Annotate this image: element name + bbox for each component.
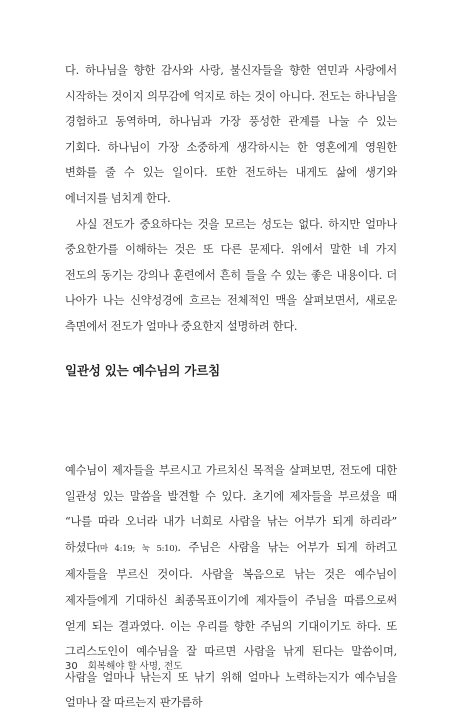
running-title: 회복해야 할 사명, 전도 [87,661,183,672]
paragraph-text: 예수님이 제자들을 부르시고 가르치신 목적을 살펴보면, 전도에 대한 일관성 있는 말씀을 발견할 수 있다. 초기에 제자들을 부르셨을 때 “나를 따라 오너라 내가 너희로 사람을 낚는 어부가 되게 하리라” 하셨다 [65,464,397,554]
section-heading: 일관성 있는 예수님의 가르침 [65,363,220,378]
paragraph: 다. 하나님을 향한 감사와 사랑, 불신자들을 향한 연민과 사랑에서 시작하는 것이지 의무감에 억지로 하는 것이 아니다. 전도는 하나님을 경험하고 동역하며, 하나님과 가장 풍성한 관계를 나눌 수 있는 기회다. 하나님이 가장 소중하게 생각하시는 한 영혼에게 영원한 변화를 줄 수 있는 일이다. 또한 전도하는 내게도 삶에 생기와 에너지를 넘치게 한다. [65,64,397,205]
paragraph [65,458,397,716]
page-number: 30 [65,661,78,672]
paragraph-text: . 주님은 사람을 낚는 어부가 되게 하려고 제자들을 부르신 것이다. 사람을 복음으로 낚는 것은 예수님이 제자들에게 기대하신 최종목표이기에 제자들이 주님을 따름으로써 얻게 되는 결과였다. 이는 우리를 향한 주님의 기대이기도 하다. 또 그리스도인이 예수님을 잘 따르면 사람을 낚게 된다는 말씀이며, 사람을 얼마나 낚는지 또 낚기 위해 얼마나 노력하는지가 예수님을 얼마나 잘 따르는지 판가름하 [65,540,397,710]
body-text-top [65,58,397,340]
page-footer [65,658,182,672]
scripture-reference: (마 4:19; 눅 5:10) [96,543,178,554]
paragraph: 사실 전도가 중요하다는 것을 모르는 성도는 없다. 하지만 얼마나 중요한가를 이해하는 것은 또 다른 문제다. 위에서 말한 네 가지 전도의 동기는 강의나 훈련에서 흔히 들을 수 있는 좋은 내용이다. 더 나아가 나는 신약성경에 흐르는 전체적인 맥을 살펴보면서, 새로운 측면에서 전도가 얼마나 중요한지 설명하려 한다. [65,217,397,333]
body-text-bottom [65,458,397,716]
